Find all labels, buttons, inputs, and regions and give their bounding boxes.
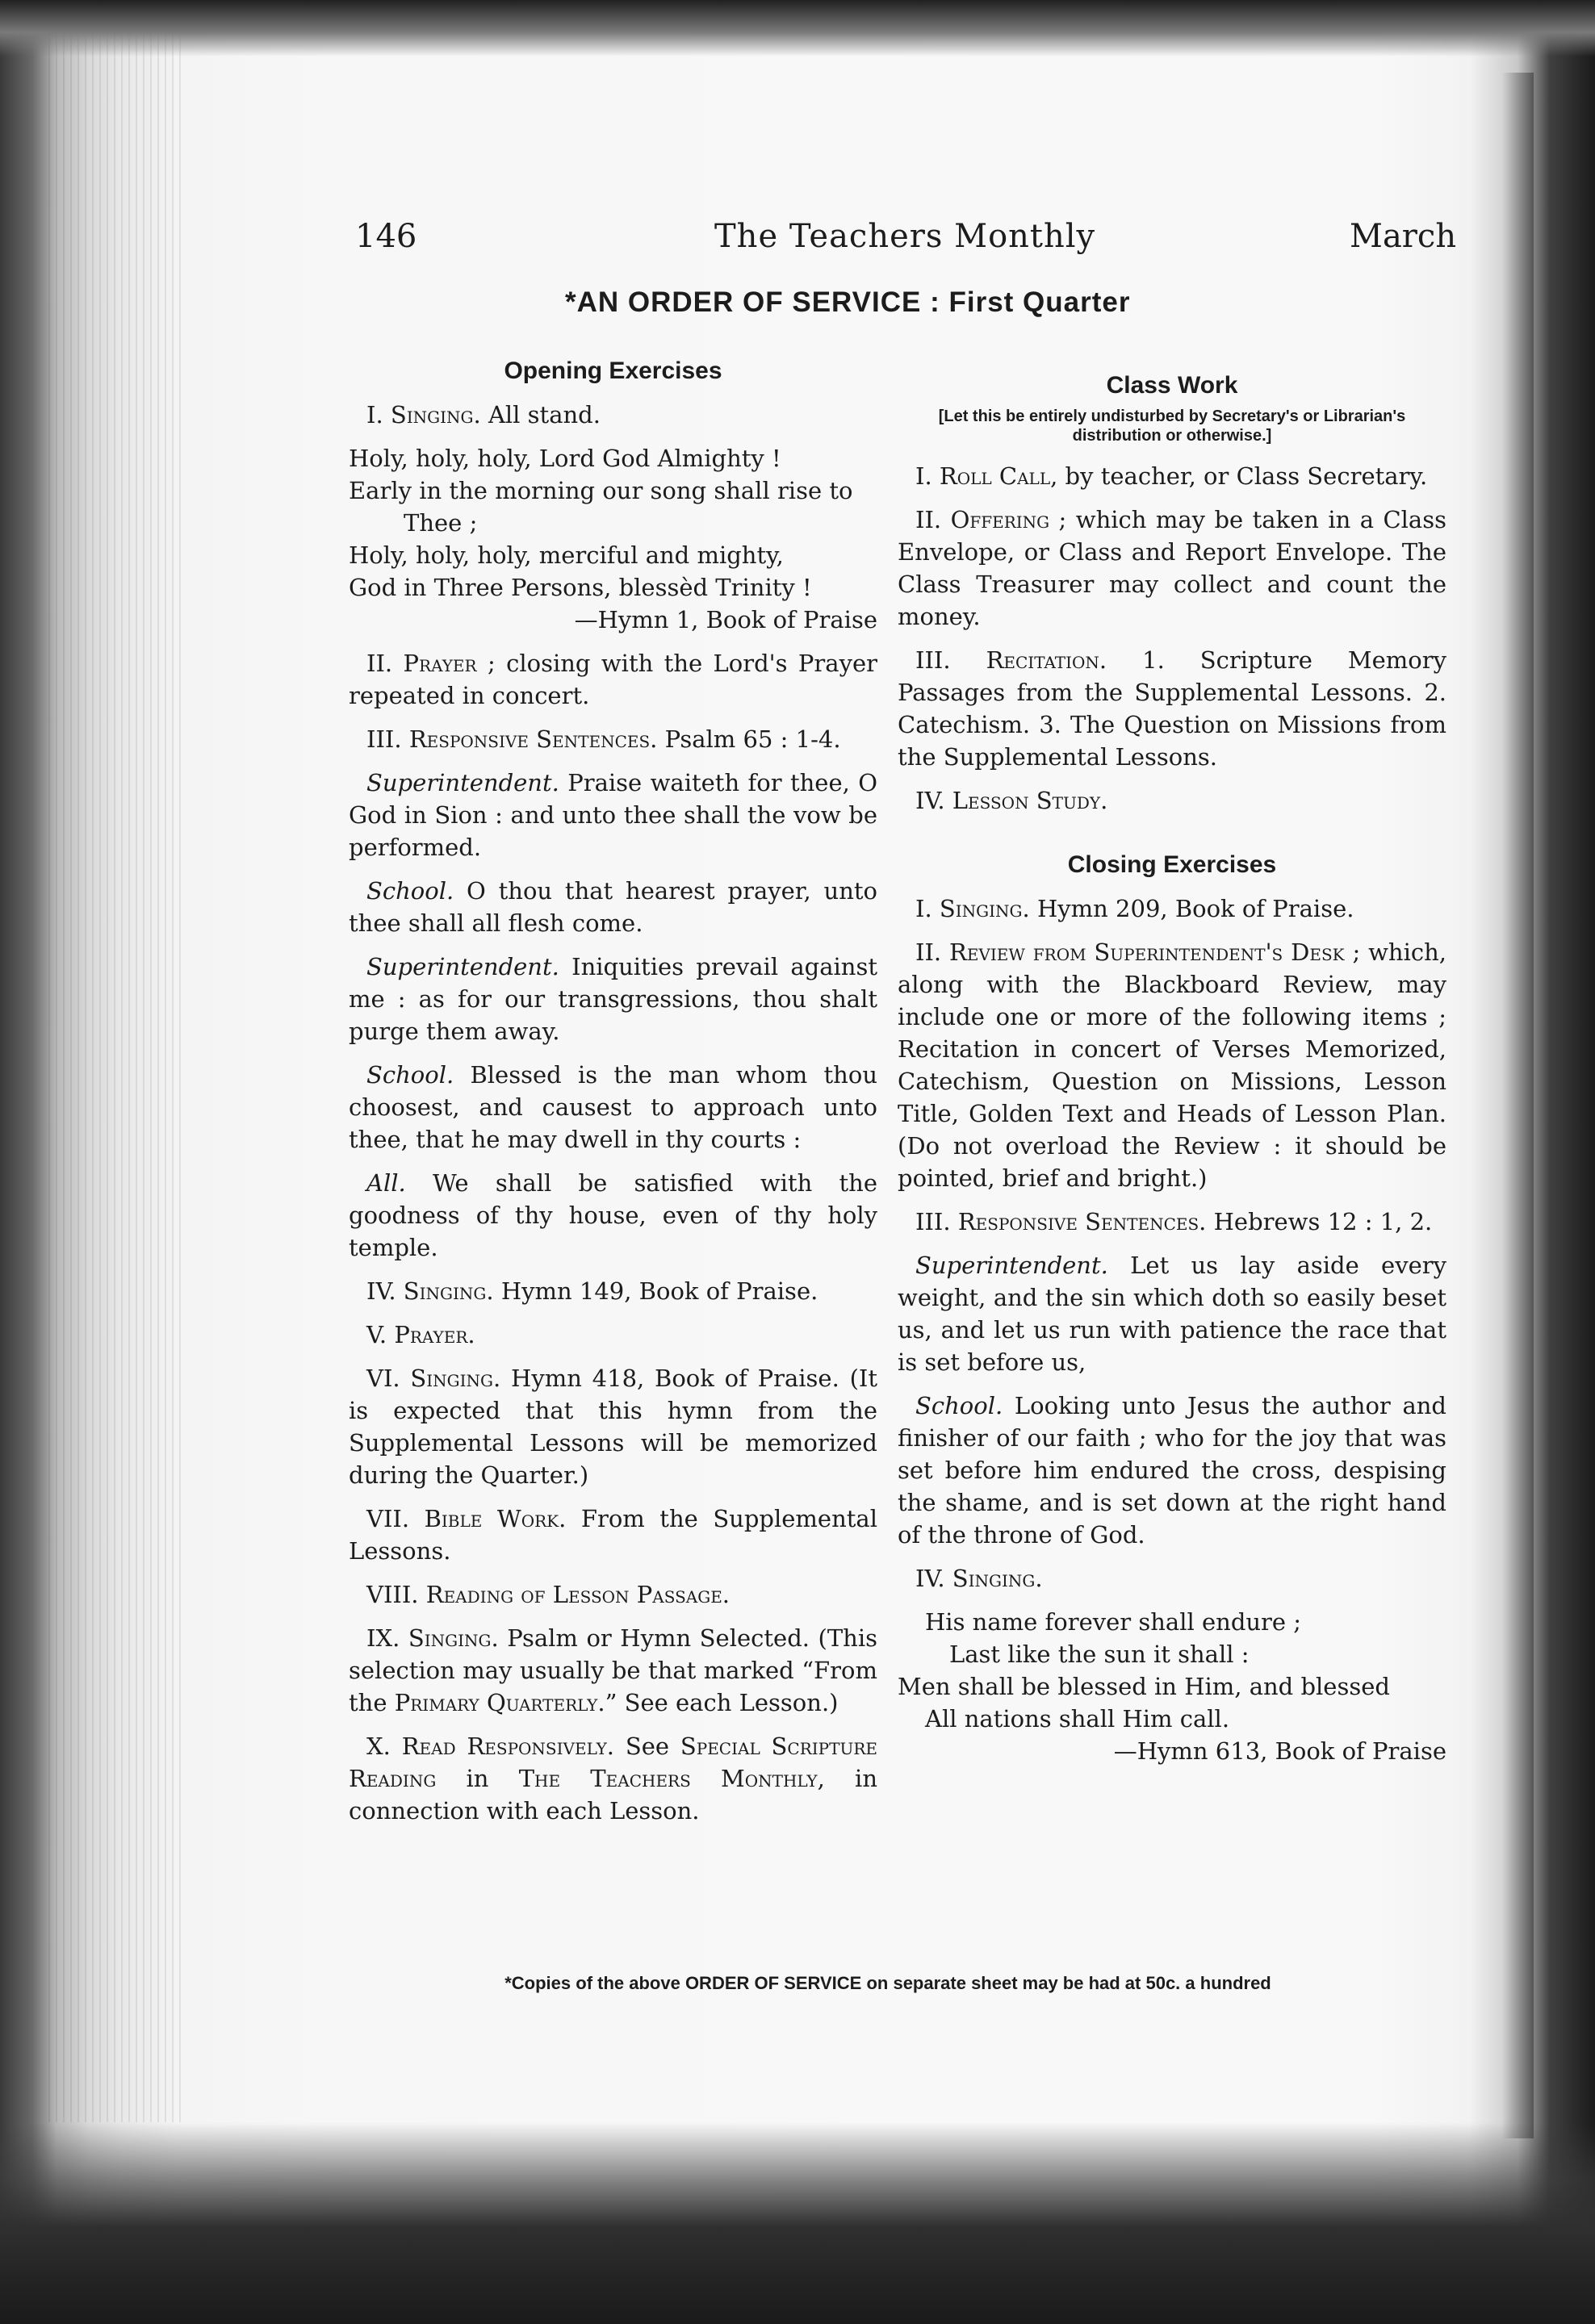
opening-item-4 [349, 1275, 877, 1307]
item-label: Lesson Study. [952, 787, 1108, 814]
item-text-smallcaps: Primary Quarterly [394, 1689, 598, 1716]
item-number: IV. [915, 1565, 952, 1592]
running-title: The Teachers Monthly [714, 218, 1096, 255]
item-text: by teacher, or Class Secretary. [1057, 462, 1428, 490]
sentence-text: Iniquities prevail against me : as for our transgressions, thou shalt purge them away. [349, 953, 877, 1045]
item-number: IX. [366, 1624, 408, 1652]
item-label: Singing. [410, 1365, 501, 1392]
opening-item-8 [349, 1578, 877, 1611]
running-month: March [1350, 218, 1457, 255]
item-text: From the Supplemental Lessons. [349, 1505, 877, 1565]
item-text: All stand. [480, 401, 601, 428]
sentence-text: Blessed is the man whom thou choosest, and causest to approach unto thee, that he may dwell in thy courts : [349, 1061, 877, 1153]
verse-line: His name forever shall endure ; [925, 1608, 1302, 1636]
sentence-text: Let us lay aside every weight, and the sin which doth so easily beset us, and let us run with patience the race that is set before us, [898, 1252, 1446, 1376]
responsive-sentence [349, 875, 877, 939]
item-label: Singing. [952, 1565, 1043, 1592]
item-text-smallcaps: Special Scripture Reading [349, 1733, 877, 1792]
item-label: Prayer ; [403, 650, 496, 677]
opening-item-9 [349, 1622, 877, 1719]
item-label: Recitation. [986, 646, 1107, 674]
item-text: which may be taken in a Class Envelope, or Class and Report Envelope. The Class Treasurer may collect and count the money. [898, 506, 1446, 630]
item-number: V. [366, 1321, 395, 1348]
item-number: VII. [366, 1505, 425, 1532]
item-label: Roll Call, [939, 462, 1058, 490]
responsive-sentence [898, 1390, 1446, 1551]
footnote: *Copies of the above ORDER OF SERVICE on separate sheet may be had at 50c. a hundred [504, 1973, 1271, 1993]
item-text: Hebrews 12 : 1, 2. [1206, 1208, 1433, 1235]
item-number: III. [915, 1208, 958, 1235]
responsive-sentence [349, 1059, 877, 1156]
responsive-sentence [349, 1167, 877, 1264]
speaker-label: School. [915, 1392, 1003, 1419]
item-text: Psalm or Hymn Selected. (This selection may usually be that marked “From the [349, 1624, 877, 1716]
item-text: Hymn 149, Book of Praise. [493, 1277, 818, 1305]
hymn-1-verse [349, 442, 877, 636]
item-label: Singing. [403, 1277, 494, 1305]
responsive-sentence [898, 1249, 1446, 1378]
page-title: *AN ORDER OF SERVICE : First Quarter [565, 286, 1131, 318]
item-number: IV. [366, 1277, 404, 1305]
item-number: I. [915, 462, 940, 490]
item-text: which, along with the Blackboard Review, may include one or more of the following items ; Recitation in concert of Verses Memorized, Catechism, Question on Missions, Lesson Title, Golden Text and Heads of Lesson Plan. (Do not overload the Review : it should be pointed, brief and bright.) [898, 938, 1446, 1192]
closing-item-2 [898, 936, 1446, 1194]
item-number: II. [915, 506, 951, 533]
speaker-label: All. [366, 1169, 406, 1197]
sentence-text: Praise waiteth for thee, O God in Sion : and unto thee shall the vow be performed. [349, 769, 877, 861]
opening-item-10 [349, 1730, 877, 1827]
left-column [349, 355, 877, 1838]
item-text: See [614, 1733, 680, 1760]
sentence-text: O thou that hearest prayer, unto thee shall all flesh come. [349, 877, 877, 937]
verse-line: Thee ; [404, 509, 478, 537]
item-text: Hymn 418, Book of Praise. (It is expected that this hymn from the Supplemental Lessons will be memorized during the Quarter.) [349, 1365, 877, 1489]
item-text: in [436, 1765, 519, 1792]
opening-item-7 [349, 1503, 877, 1567]
item-number: II. [915, 938, 949, 966]
page-number: 146 [355, 218, 417, 255]
speaker-label: School. [366, 1061, 454, 1089]
class-item-4 [898, 784, 1446, 817]
speaker-label: School. [366, 877, 454, 905]
class-item-1 [898, 460, 1446, 492]
item-label: Responsive Sentences. [957, 1208, 1207, 1235]
responsive-sentence [349, 951, 877, 1047]
item-number: III. [366, 725, 409, 753]
item-text: Hymn 209, Book of Praise. [1029, 895, 1354, 922]
class-item-3 [898, 644, 1446, 773]
hymn-credit: —Hymn 1, Book of Praise [574, 606, 877, 633]
item-text: Psalm 65 : 1-4. [657, 725, 841, 753]
item-text: 1. Scripture Memory Passages from the Supplemental Lessons. 2. Catechism. 3. The Question on Missions from the Supplemental Lessons. [898, 646, 1446, 771]
item-number: IV. [915, 787, 952, 814]
item-label: Singing. [390, 401, 481, 428]
item-text: , in connection with each Lesson. [349, 1765, 878, 1825]
verse-line: All nations shall Him call. [925, 1705, 1230, 1733]
item-label: Offering ; [950, 506, 1067, 533]
item-number: X. [366, 1733, 402, 1760]
responsive-sentence [349, 767, 877, 863]
verse-line: Early in the morning our song shall rise to [349, 477, 853, 504]
closing-item-4 [898, 1562, 1446, 1595]
speaker-label: Superintendent. [915, 1252, 1108, 1279]
item-text: closing with the Lord's Prayer repeated in concert. [349, 650, 877, 709]
item-text: .” See each Lesson.) [597, 1689, 839, 1716]
item-number: I. [366, 401, 391, 428]
item-number: I. [915, 895, 940, 922]
opening-item-1 [349, 399, 877, 431]
verse-line: God in Three Persons, blessèd Trinity ! [349, 574, 812, 601]
speaker-label: Superintendent. [366, 769, 559, 796]
hymn-credit: —Hymn 613, Book of Praise [1113, 1737, 1446, 1765]
verse-line: Men shall be blessed in Him, and blessed [898, 1673, 1390, 1700]
item-number: VI. [366, 1365, 411, 1392]
sentence-text: Looking unto Jesus the author and finisher of our faith ; who for the joy that was set before him endured the cross, despising the shame, and is set down at the right hand of the throne of God. [898, 1392, 1446, 1549]
opening-exercises-heading: Opening Exercises [504, 357, 722, 384]
item-label: Reading of Lesson Passage. [425, 1581, 731, 1608]
item-number: II. [366, 650, 404, 677]
item-label: Read Responsively. [401, 1733, 615, 1760]
verse-line: Holy, holy, holy, merciful and mighty, [349, 541, 784, 569]
class-work-heading: Class Work [1106, 372, 1238, 399]
right-column [898, 355, 1446, 1779]
item-number: VIII. [366, 1581, 426, 1608]
class-work-note: [Let this be entirely undisturbed by Secretary's or Librarian's distribution or otherwise.] [938, 408, 1406, 445]
class-item-2 [898, 504, 1446, 633]
closing-exercises-heading: Closing Exercises [1067, 851, 1277, 878]
verse-line: Last like the sun it shall : [949, 1641, 1250, 1668]
opening-item-3 [349, 723, 877, 755]
closing-item-1 [898, 892, 1446, 925]
item-label: Responsive Sentences. [408, 725, 658, 753]
opening-item-6 [349, 1362, 877, 1491]
sentence-text: We shall be satisfied with the goodness of thy house, even of thy holy temple. [349, 1169, 877, 1261]
item-label: Bible Work. [424, 1505, 567, 1532]
speaker-label: Superintendent. [366, 953, 559, 980]
hymn-613-verse [898, 1606, 1446, 1767]
item-label: Review from Superintendent's Desk ; [948, 938, 1361, 966]
item-text-smallcaps: The Teachers Monthly [518, 1765, 818, 1792]
item-label: Prayer. [394, 1321, 475, 1348]
closing-item-3 [898, 1206, 1446, 1238]
item-label: Singing. [408, 1624, 499, 1652]
item-number: III. [915, 646, 986, 674]
verse-line: Holy, holy, holy, Lord God Almighty ! [349, 445, 781, 472]
item-label: Singing. [939, 895, 1030, 922]
opening-item-5 [349, 1319, 877, 1351]
opening-item-2 [349, 647, 877, 712]
